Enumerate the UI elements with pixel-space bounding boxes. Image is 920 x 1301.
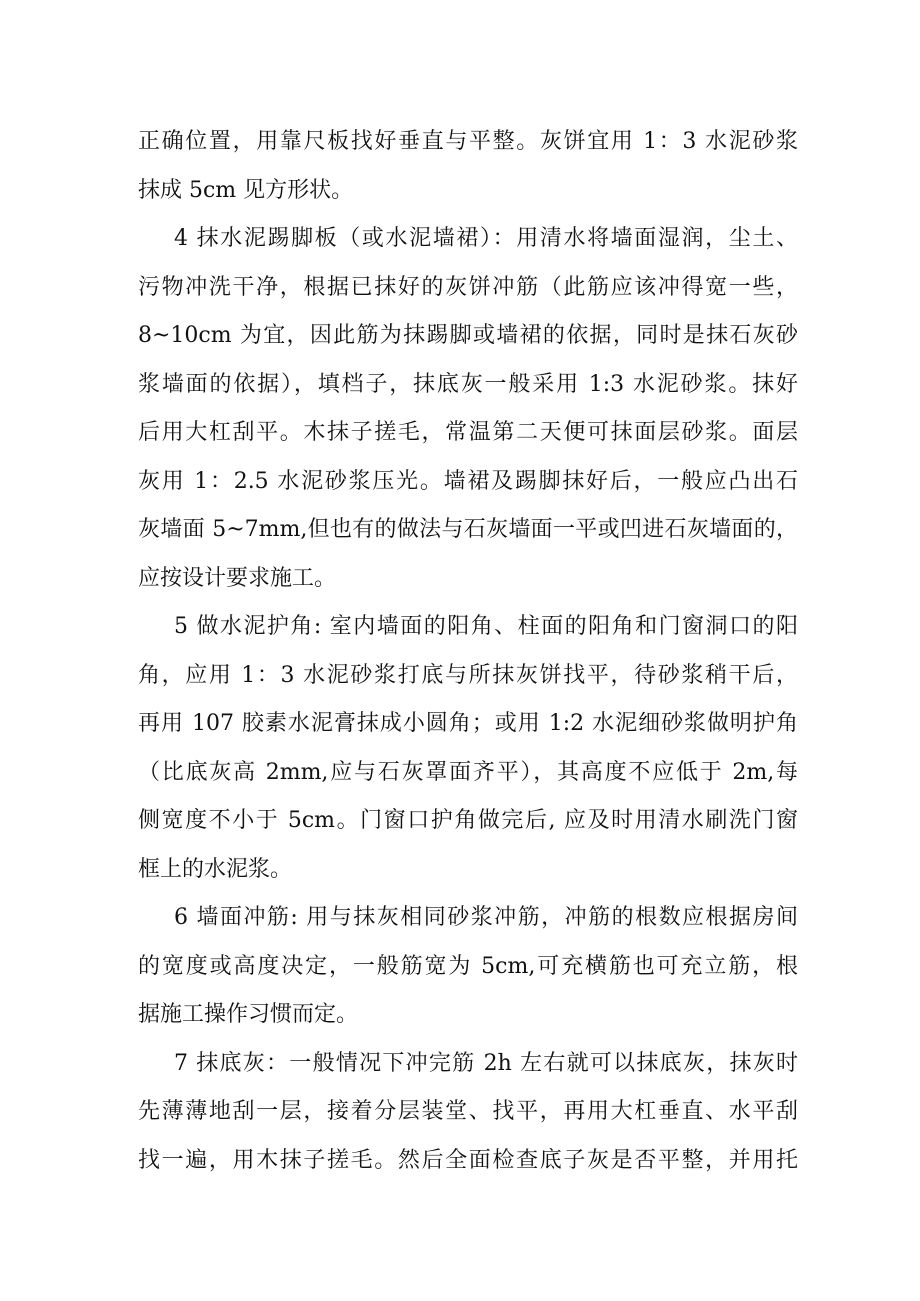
document-body bbox=[138, 118, 798, 1185]
text-line: 4 抹水泥踢脚板（或水泥墙裙）：用清水将墙面湿润，尘土、 bbox=[174, 226, 798, 251]
text-line: 据施工操作习惯而定。 bbox=[138, 1002, 359, 1027]
text-line: 浆墙面的依据），填档子，抹底灰一般采用 1:3 水泥砂浆。抹好 bbox=[138, 371, 798, 397]
text-line: 7 抹底灰：一般情况下冲完筋 2h 左右就可以抹底灰，抹灰时 bbox=[174, 1050, 798, 1076]
text-line: 8~10cm 为宜，因此筋为抹踢脚或墙裙的依据，同时是抹石灰砂 bbox=[138, 323, 798, 348]
paragraph-step-6 bbox=[138, 894, 798, 1040]
text-line: 应按设计要求施工。 bbox=[138, 565, 337, 591]
text-line: 正确位置，用靠尺板找好垂直与平整。灰饼宜用 1：3 水泥砂浆 bbox=[138, 129, 798, 154]
text-line: 污物冲洗干净，根据已抹好的灰饼冲筋（此筋应该冲得宽一些， bbox=[138, 274, 798, 300]
text-line: 5 做水泥护角: 室内墙面的阳角、柱面的阳角和门窗洞口的阳 bbox=[174, 614, 798, 639]
text-line: 灰用 1：2.5 水泥砂浆压光。墙裙及踢脚抹好后，一般应凸出石 bbox=[138, 468, 798, 494]
text-line: 侧宽度不小于 5cm。门窗口护角做完后, 应及时用清水刷洗门窗 bbox=[138, 808, 798, 833]
paragraph-step-4 bbox=[138, 215, 798, 603]
paragraph-step-5 bbox=[138, 603, 798, 894]
text-line: 抹成 5cm 见方形状。 bbox=[138, 177, 354, 203]
text-line: 的宽度或高度决定，一般筋宽为 5cm,可充横筋也可充立筋，根 bbox=[138, 953, 798, 979]
text-line: 灰墙面 5~7mm,但也有的做法与石灰墙面一平或凹进石灰墙面的， bbox=[138, 517, 798, 542]
text-line: 框上的水泥浆。 bbox=[138, 856, 293, 882]
paragraph-step-7 bbox=[138, 1040, 798, 1186]
text-line: （比底灰高 2mm,应与石灰罩面齐平），其高度不应低于 2m,每 bbox=[138, 759, 798, 785]
text-line: 6 墙面冲筋: 用与抹灰相同砂浆冲筋，冲筋的根数应根据房间 bbox=[174, 905, 798, 930]
text-line: 再用 107 胶素水泥膏抹成小圆角；或用 1:2 水泥细砂浆做明护角 bbox=[138, 711, 798, 736]
text-line: 后用大杠刮平。木抹子搓毛，常温第二天便可抹面层砂浆。面层 bbox=[138, 420, 798, 445]
text-line: 找一遍，用木抹子搓毛。然后全面检查底子灰是否平整，并用托 bbox=[138, 1147, 798, 1173]
paragraph-continuation bbox=[138, 118, 798, 215]
text-line: 角，应用 1：3 水泥砂浆打底与所抹灰饼找平，待砂浆稍干后， bbox=[138, 662, 798, 688]
text-line: 先薄薄地刮一层，接着分层装堂、找平，再用大杠垂直、水平刮 bbox=[138, 1099, 798, 1124]
